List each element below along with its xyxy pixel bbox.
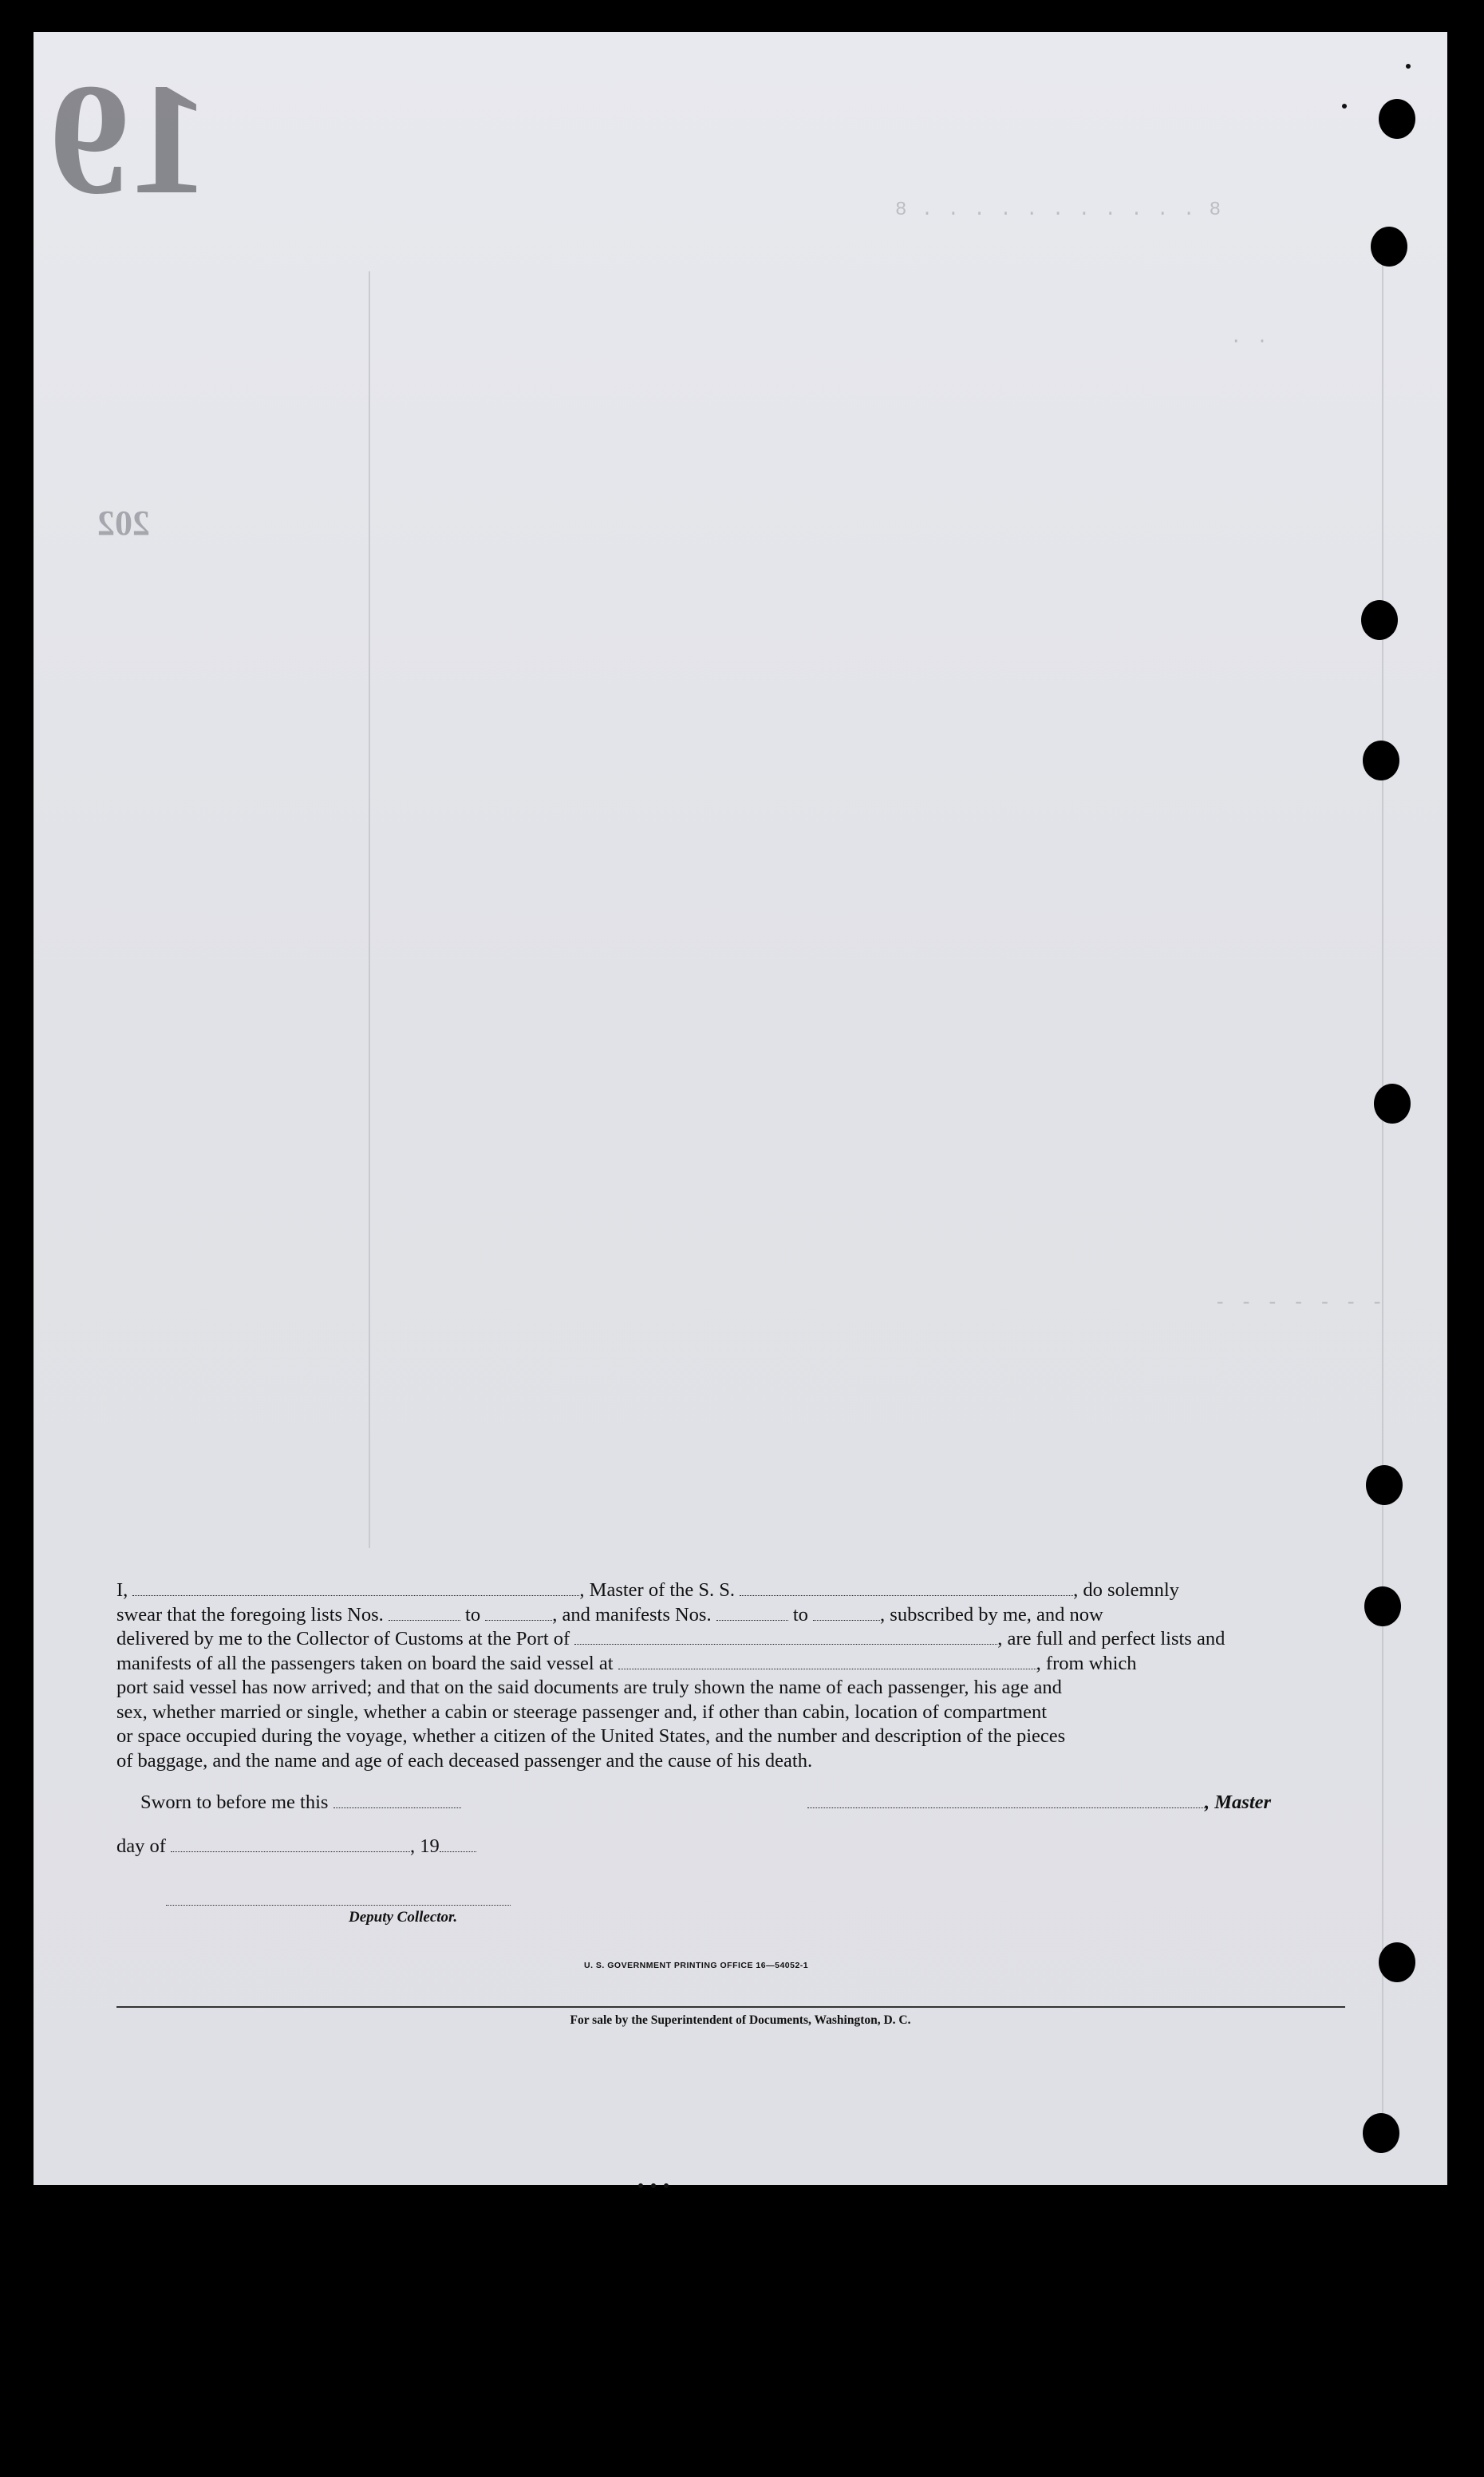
oath-line xyxy=(116,1603,1345,1628)
master-label: , Master xyxy=(1205,1792,1272,1813)
sale-notice: For sale by the Superintendent of Documents, Washington, D. C. xyxy=(570,2013,911,2027)
list-to-blank xyxy=(485,1605,552,1621)
bleed-through-text: . . xyxy=(1230,327,1270,349)
bleed-through-rule xyxy=(369,271,370,1548)
list-from-blank xyxy=(389,1605,460,1621)
speck xyxy=(1342,104,1347,109)
oath-paragraph xyxy=(116,1578,1345,1773)
oath-line: port said vessel has now arrived; and that on the said documents are truly shown the name of each passenger, his age and xyxy=(116,1677,1062,1698)
oath-text: manifests of all the passengers taken on board the said vessel at xyxy=(116,1652,614,1674)
oath-text: , do solemnly xyxy=(1073,1579,1179,1601)
speck xyxy=(1406,64,1411,69)
year-blank xyxy=(440,1836,476,1852)
punch-hole xyxy=(1379,99,1415,139)
master-signature xyxy=(807,1792,1271,1814)
oath-text: to xyxy=(465,1603,481,1626)
bleed-through-rule xyxy=(1382,239,1383,2139)
punch-hole xyxy=(1361,600,1398,640)
oath-line xyxy=(116,1578,1345,1603)
punch-hole xyxy=(1366,1465,1403,1505)
oath-text: to xyxy=(792,1603,808,1626)
punch-hole xyxy=(1364,1586,1401,1626)
oath-line: sex, whether married or single, whether a cabin or steerage passenger and, if other than cabin, location of compartment xyxy=(116,1701,1048,1723)
month-blank xyxy=(171,1836,410,1852)
oath-text: , and manifests Nos. xyxy=(552,1603,712,1626)
speck xyxy=(664,2183,669,2188)
speck xyxy=(651,2183,656,2188)
oath-line xyxy=(116,1627,1345,1652)
sworn-date-blank xyxy=(334,1792,461,1808)
footer-rule xyxy=(116,2006,1345,2008)
oath-text: , Master of the S. S. xyxy=(579,1579,736,1601)
port-blank xyxy=(574,1629,997,1645)
deputy-signature-line xyxy=(166,1905,511,1906)
punch-hole xyxy=(1363,2113,1399,2153)
manifest-from-blank xyxy=(716,1605,788,1621)
day-of-row xyxy=(116,1835,476,1858)
sworn-row xyxy=(140,1792,461,1814)
punch-hole xyxy=(1374,1084,1411,1124)
oath-text: , from which xyxy=(1036,1652,1137,1674)
oath-line: of baggage, and the name and age of each deceased passenger and the cause of his death. xyxy=(116,1749,813,1772)
punch-hole xyxy=(1371,227,1407,267)
oath-text: swear that the foregoing lists Nos. xyxy=(116,1603,384,1626)
year-label: , 19 xyxy=(410,1835,440,1857)
oath-text: I, xyxy=(116,1579,128,1601)
master-name-blank xyxy=(132,1580,579,1596)
oath-text: , subscribed by me, and now xyxy=(880,1603,1103,1626)
master-signature-blank xyxy=(807,1792,1205,1808)
ship-name-blank xyxy=(740,1580,1073,1596)
sworn-label: Sworn to before me this xyxy=(140,1792,329,1813)
bleed-through-mark: 202 xyxy=(97,504,150,543)
manifest-to-blank xyxy=(813,1605,880,1621)
oath-text: delivered by me to the Collector of Customs at the Port of xyxy=(116,1628,570,1649)
punch-hole xyxy=(1363,741,1399,780)
bleed-through-text: 8 . . . . . . . . . . . 8 xyxy=(895,200,1223,221)
printer-imprint: U. S. GOVERNMENT PRINTING OFFICE 16—54052-1 xyxy=(584,1961,809,1970)
oath-line: or space occupied during the voyage, whether a citizen of the United States, and the number and description of the pieces xyxy=(116,1725,1066,1747)
punch-hole xyxy=(1379,1942,1415,1982)
bleed-through-text: - - - - - - - xyxy=(1214,1293,1385,1314)
day-of-label: day of xyxy=(116,1835,166,1857)
oath-line xyxy=(116,1652,1345,1677)
manifest-page xyxy=(34,32,1447,2185)
deputy-collector-label: Deputy Collector. xyxy=(349,1909,458,1926)
bleed-through-stamp-number: 19 xyxy=(49,51,209,227)
oath-text: , are full and perfect lists and xyxy=(997,1628,1225,1649)
departure-port-blank xyxy=(618,1653,1036,1669)
speck xyxy=(638,2183,643,2188)
